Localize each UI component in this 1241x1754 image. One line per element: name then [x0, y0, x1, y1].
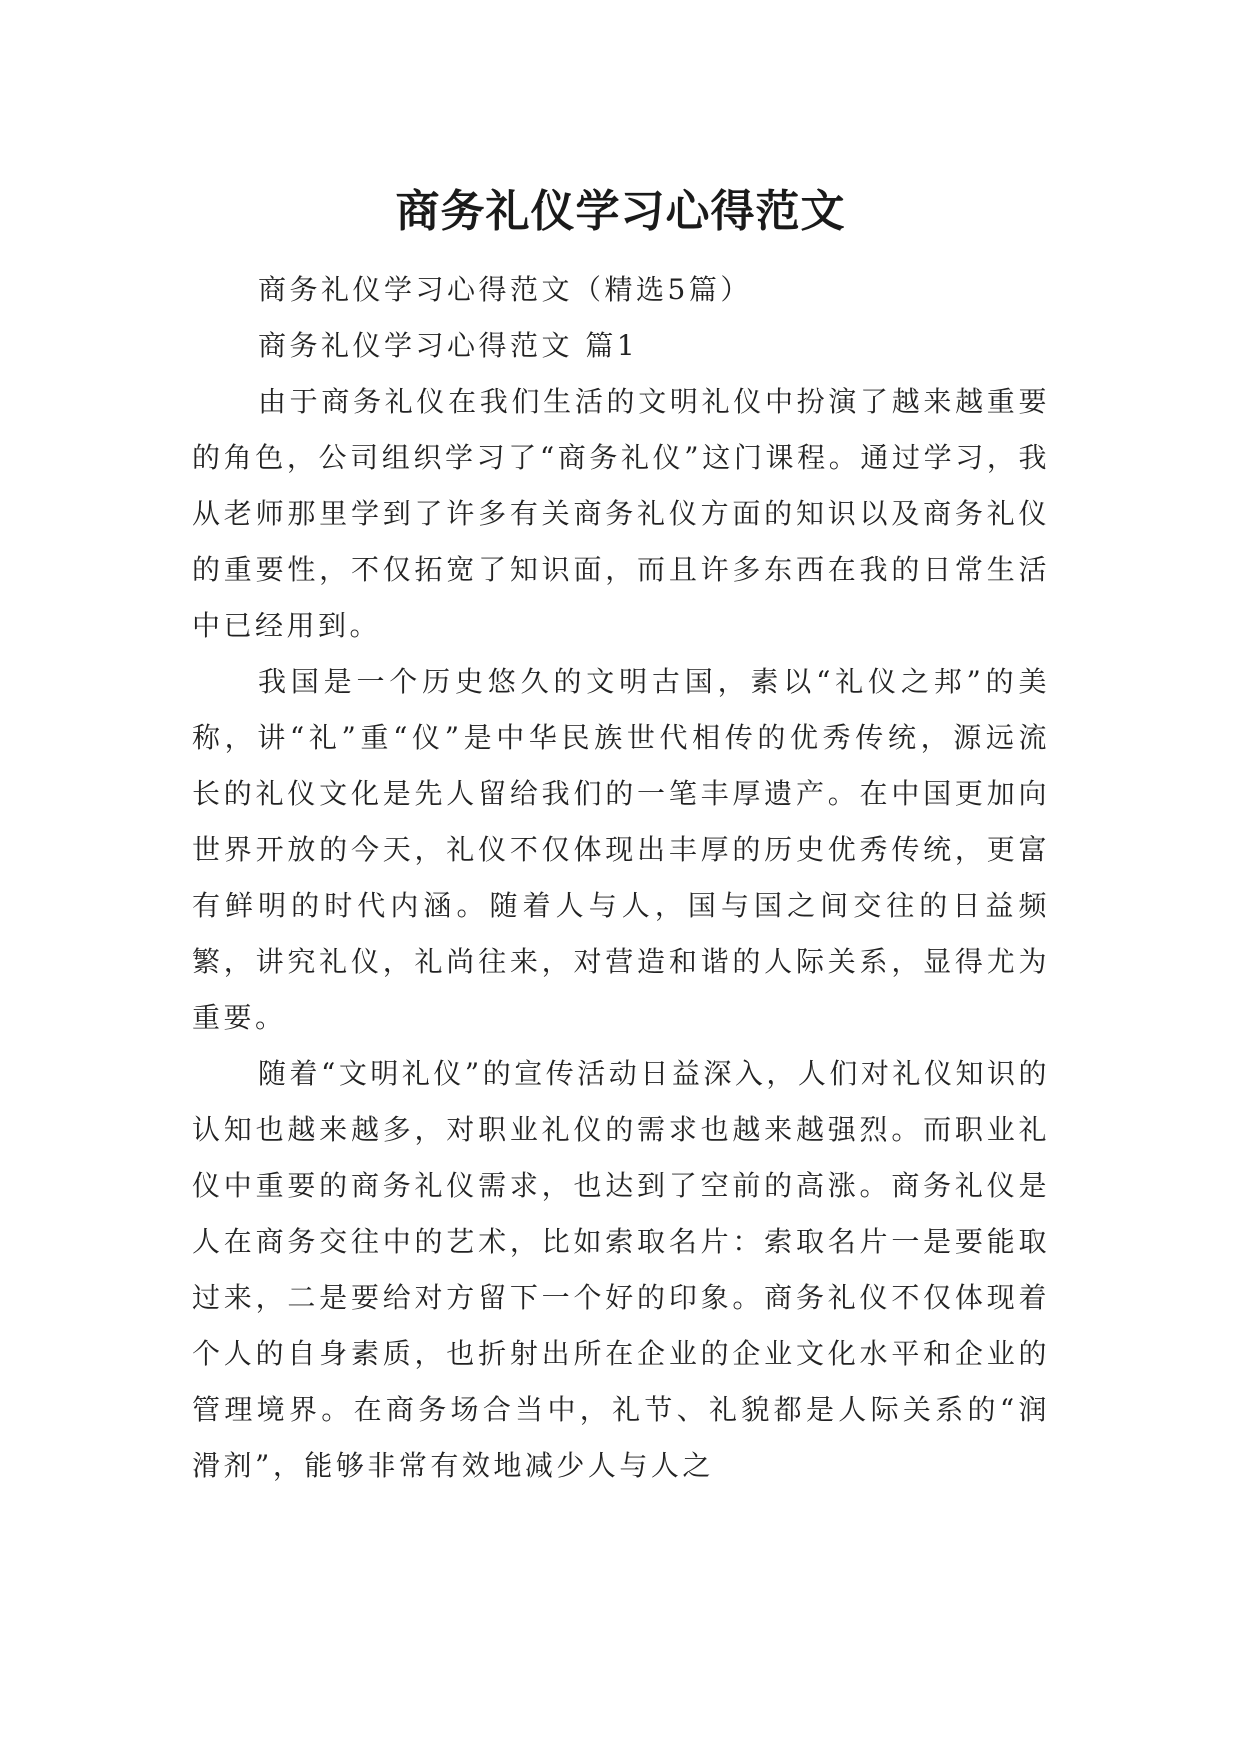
paragraph-3: 随着“文明礼仪”的宣传活动日益深入，人们对礼仪知识的认知也越来越多，对职业礼仪的需求也越来越强烈。而职业礼仪中重要的商务礼仪需求，也达到了空前的高涨。商务礼仪是人在商务交往中的艺术，比如索取名片：索取名片一是要能取过来，二是要给对方留下一个好的印象。商务礼仪不仅体现着个人的自身素质，也折射出所在企业的企业文化水平和企业的管理境界。在商务场合当中，礼节、礼貌都是人际关系的“润滑剂”，能够非常有效地减少人与人之 — [192, 1057, 1050, 1482]
document-subtitle: 商务礼仪学习心得范文（精选5篇） — [258, 273, 752, 306]
paragraph-1: 由于商务礼仪在我们生活的文明礼仪中扮演了越来越重要的角色，公司组织学习了“商务礼仪”这门课程。通过学习，我从老师那里学到了许多有关商务礼仪方面的知识以及商务礼仪的重要性，不仅拓宽了知识面，而且许多东西在我的日常生活中已经用到。 — [192, 385, 1050, 642]
paragraph-2: 我国是一个历史悠久的文明古国，素以“礼仪之邦”的美称，讲“礼”重“仪”是中华民族世代相传的优秀传统，源远流长的礼仪文化是先人留给我们的一笔丰厚遗产。在中国更加向世界开放的今天，礼仪不仅体现出丰厚的历史优秀传统，更富有鲜明的时代内涵。随着人与人，国与国之间交往的日益频繁，讲究礼仪，礼尚往来，对营造和谐的人际关系，显得尤为重要。 — [192, 665, 1050, 1034]
section-heading: 商务礼仪学习心得范文 篇1 — [258, 329, 639, 362]
document-body — [192, 262, 1050, 1494]
document-title: 商务礼仪学习心得范文 — [395, 186, 846, 238]
